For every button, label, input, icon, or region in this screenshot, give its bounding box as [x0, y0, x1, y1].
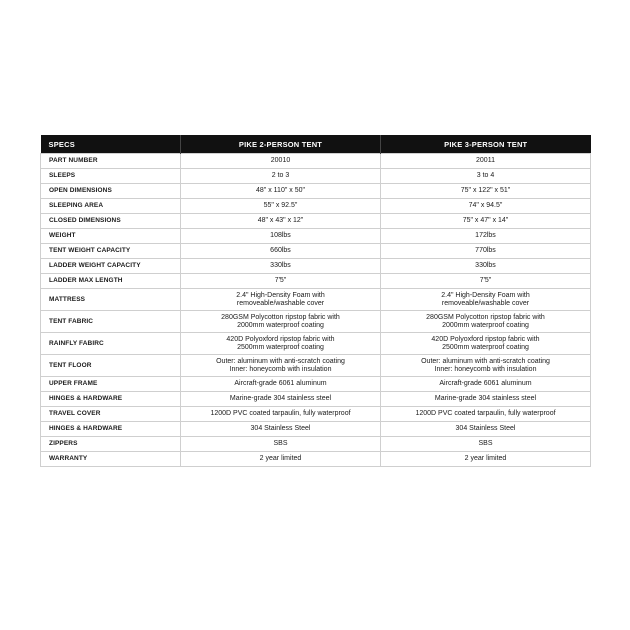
value-line: 2 year limited	[259, 455, 302, 462]
table-row	[41, 229, 591, 244]
table-row	[41, 437, 591, 452]
spec-label: LADDER MAX LENGTH	[41, 274, 181, 289]
spec-label: SLEEPING AREA	[41, 199, 181, 214]
value-line: 304 Stainless Steel	[455, 425, 516, 432]
value-3-person	[381, 392, 591, 407]
value-2-person	[181, 244, 381, 259]
value-2-person	[181, 311, 381, 333]
table-row	[41, 422, 591, 437]
header-2-person: PIKE 2-PERSON TENT	[181, 135, 381, 154]
header-row	[41, 135, 591, 154]
spec-label: TENT FLOOR	[41, 355, 181, 377]
value-line: Aircraft-grade 6061 aluminum	[439, 380, 532, 387]
spec-label: PART NUMBER	[41, 154, 181, 169]
table-row	[41, 244, 591, 259]
value-3-person	[381, 274, 591, 289]
value-2-person	[181, 407, 381, 422]
spec-label: TENT FABRIC	[41, 311, 181, 333]
value-3-person	[381, 169, 591, 184]
value-line: removeable/washable cover	[441, 299, 530, 307]
value-line: 660lbs	[270, 247, 291, 254]
specs-body	[41, 154, 591, 467]
table-row	[41, 289, 591, 311]
value-3-person	[381, 229, 591, 244]
value-3-person	[381, 214, 591, 229]
table-row	[41, 355, 591, 377]
value-3-person	[381, 333, 591, 355]
value-line: SBS	[273, 440, 288, 447]
spec-label: OPEN DIMENSIONS	[41, 184, 181, 199]
value-2-person	[181, 392, 381, 407]
table-row	[41, 154, 591, 169]
table-row	[41, 333, 591, 355]
value-line: 48" x 110" x 50"	[256, 187, 305, 194]
value-line: 280GSM Polycotton ripstop fabric with	[221, 313, 340, 321]
value-line: 108lbs	[270, 232, 291, 239]
value-line: 330lbs	[270, 262, 291, 269]
value-line: 2.4" High-Density Foam with	[441, 291, 530, 299]
value-line: 1200D PVC coated tarpaulin, fully waterproof	[415, 410, 556, 417]
value-2-person	[181, 199, 381, 214]
table-row	[41, 377, 591, 392]
value-3-person	[381, 407, 591, 422]
value-line: 420D Polyoxford ripstop fabric with	[226, 335, 335, 343]
table-row	[41, 452, 591, 467]
spec-label: TENT WEIGHT CAPACITY	[41, 244, 181, 259]
value-2-person	[181, 289, 381, 311]
value-line: Inner: honeycomb with insulation	[229, 365, 332, 373]
value-2-person	[181, 214, 381, 229]
value-line: 280GSM Polycotton ripstop fabric with	[426, 313, 545, 321]
value-line: removeable/washable cover	[236, 299, 325, 307]
value-3-person	[381, 355, 591, 377]
value-2-person	[181, 229, 381, 244]
value-line: 2000mm waterproof coating	[237, 321, 324, 329]
table-row	[41, 169, 591, 184]
value-line: 75" x 47" x 14"	[462, 217, 509, 224]
value-2-person	[181, 154, 381, 169]
value-line: 75" x 122" x 51"	[460, 187, 511, 194]
value-line: 2000mm waterproof coating	[442, 321, 529, 329]
value-line: 74" x 94.5"	[468, 202, 503, 209]
value-line: 48" x 43" x 12"	[257, 217, 304, 224]
specs-table	[40, 135, 591, 467]
value-line: 7'5"	[274, 277, 287, 284]
value-2-person	[181, 355, 381, 377]
value-3-person	[381, 452, 591, 467]
value-2-person	[181, 437, 381, 452]
spec-label: LADDER WEIGHT CAPACITY	[41, 259, 181, 274]
value-line: 2500mm waterproof coating	[237, 343, 324, 351]
table-row	[41, 392, 591, 407]
value-3-person	[381, 422, 591, 437]
value-line: 2500mm waterproof coating	[442, 343, 529, 351]
value-line: 20010	[270, 157, 291, 164]
spec-label: ZIPPERS	[41, 437, 181, 452]
spec-label: HINGES & HARDWARE	[41, 392, 181, 407]
value-3-person	[381, 154, 591, 169]
value-line: 3 to 4	[476, 172, 495, 179]
value-2-person	[181, 377, 381, 392]
value-line: 2 to 3	[271, 172, 290, 179]
value-line: 2 year limited	[464, 455, 507, 462]
value-line: 770lbs	[475, 247, 496, 254]
spec-label: WARRANTY	[41, 452, 181, 467]
header-specs: SPECS	[41, 135, 181, 154]
value-2-person	[181, 169, 381, 184]
value-line: 330lbs	[475, 262, 496, 269]
value-line: Aircraft-grade 6061 aluminum	[234, 380, 327, 387]
spec-label: HINGES & HARDWARE	[41, 422, 181, 437]
value-3-person	[381, 311, 591, 333]
value-line: 7'5"	[479, 277, 492, 284]
value-line: 20011	[476, 157, 495, 164]
value-2-person	[181, 259, 381, 274]
spec-label: RAINFLY FABIRC	[41, 333, 181, 355]
spec-label: UPPER FRAME	[41, 377, 181, 392]
value-2-person	[181, 274, 381, 289]
table-row	[41, 311, 591, 333]
value-line: Marine-grade 304 stainless steel	[229, 395, 332, 402]
value-2-person	[181, 452, 381, 467]
value-3-person	[381, 259, 591, 274]
value-line: 2.4" High-Density Foam with	[236, 291, 325, 299]
header-3-person: PIKE 3-PERSON TENT	[381, 135, 591, 154]
table-row	[41, 407, 591, 422]
value-3-person	[381, 244, 591, 259]
spec-label: MATTRESS	[41, 289, 181, 311]
value-3-person	[381, 437, 591, 452]
value-line: SBS	[478, 440, 493, 447]
value-2-person	[181, 422, 381, 437]
spec-label: TRAVEL COVER	[41, 407, 181, 422]
value-line: Outer: aluminum with anti-scratch coating	[421, 357, 550, 365]
value-line: 172lbs	[475, 232, 496, 239]
value-3-person	[381, 199, 591, 214]
value-3-person	[381, 289, 591, 311]
value-2-person	[181, 184, 381, 199]
spec-label: WEIGHT	[41, 229, 181, 244]
value-line: Marine-grade 304 stainless steel	[434, 395, 537, 402]
value-line: 304 Stainless Steel	[250, 425, 311, 432]
table-row	[41, 199, 591, 214]
value-2-person	[181, 333, 381, 355]
table-row	[41, 259, 591, 274]
value-line: 55" x 92.5"	[263, 202, 298, 209]
table-row	[41, 184, 591, 199]
value-line: 1200D PVC coated tarpaulin, fully waterproof	[210, 410, 351, 417]
value-3-person	[381, 184, 591, 199]
spec-label: SLEEPS	[41, 169, 181, 184]
spec-label: CLOSED DIMENSIONS	[41, 214, 181, 229]
value-line: 420D Polyoxford ripstop fabric with	[431, 335, 540, 343]
table-row	[41, 214, 591, 229]
value-3-person	[381, 377, 591, 392]
table-row	[41, 274, 591, 289]
value-line: Outer: aluminum with anti-scratch coating	[216, 357, 345, 365]
value-line: Inner: honeycomb with insulation	[434, 365, 537, 373]
